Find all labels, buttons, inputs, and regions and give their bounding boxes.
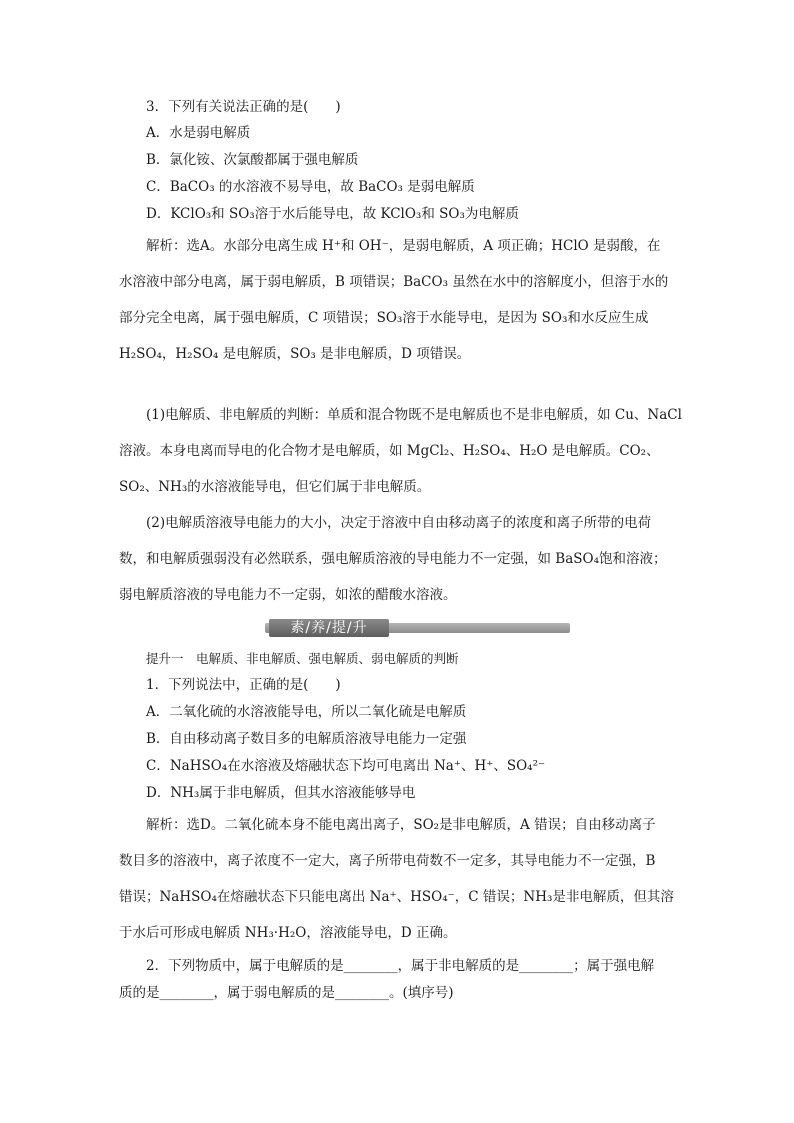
practice-question-2-line: 2．下列物质中，属于电解质的是________，属于非电解质的是________；属于强电解 bbox=[146, 958, 655, 974]
note-1-line: (1)电解质、非电解质的判断：单质和混合物既不是电解质也不是非电解质，如 Cu、NaCl bbox=[146, 407, 682, 423]
question-3-analysis-line: 解析：选A。水部分电离生成 H⁺和 OH⁻，是弱电解质，A 项正确；HClO 是弱酸，在 bbox=[146, 238, 661, 254]
question-3-option-c: C．BaCO₃ 的水溶液不易导电，故 BaCO₃ 是弱电解质 bbox=[146, 179, 475, 195]
question-3-stem: 3．下列有关说法正确的是( ) bbox=[146, 99, 341, 115]
note-2-line: 数，和电解质强弱没有必然联系，强电解质溶液的导电能力不一定强，如 BaSO₄饱和溶液； bbox=[119, 551, 667, 567]
practice-question-1-option-d: D．NH₃属于非电解质，但其水溶液能够导电 bbox=[146, 785, 416, 801]
practice-question-2-line: 质的是________，属于弱电解质的是________。(填序号) bbox=[119, 985, 454, 1001]
question-3-option-b: B．氯化铵、次氯酸都属于强电解质 bbox=[146, 152, 359, 168]
question-3-option-d: D．KClO₃和 SO₃溶于水后能导电，故 KClO₃和 SO₃为电解质 bbox=[146, 206, 519, 222]
note-2-line: 弱电解质溶液的导电能力不一定弱，如浓的醋酸水溶液。 bbox=[119, 587, 457, 603]
question-3-analysis-line: 水溶液中部分电离，属于弱电解质，B 项错误；BaCO₃ 虽然在水中的溶解度小，但溶于水的 bbox=[119, 274, 669, 290]
practice-question-1-analysis-line: 数目多的溶液中，离子浓度不一定大，离子所带电荷数不一定多，其导电能力不一定强，B bbox=[119, 853, 656, 869]
question-3-analysis-line: 部分完全电离，属于强电解质，C 项错误；SO₃溶于水能导电，是因为 SO₃和水反应生成 bbox=[119, 310, 649, 326]
question-3-analysis-line: H₂SO₄，H₂SO₄ 是电解质，SO₃ 是非电解质，D 项错误。 bbox=[119, 346, 471, 362]
practice-question-1-analysis-line: 于水后可形成电解质 NH₃·H₂O，溶液能导电，D 正确。 bbox=[119, 925, 457, 941]
practice-question-1-option-a: A．二氧化硫的水溶液能导电，所以二氧化硫是电解质 bbox=[146, 704, 467, 720]
section-banner bbox=[265, 619, 570, 637]
section-title: 提升一 电解质、非电解质、强电解质、弱电解质的判断 bbox=[146, 651, 459, 666]
note-1-line: 溶液。本身电离而导电的化合物才是电解质，如 MgCl₂、H₂SO₄、H₂O 是电解质。CO₂、 bbox=[119, 443, 660, 459]
practice-question-1-analysis-line: 解析：选D。二氧化硫本身不能电离出离子，SO₂是非电解质，A 错误；自由移动离子 bbox=[146, 817, 656, 833]
banner-label: 素/养/提/升 bbox=[269, 619, 389, 637]
practice-question-1-option-b: B．自由移动离子数目多的电解质溶液导电能力一定强 bbox=[146, 731, 467, 747]
practice-question-1-option-c: C．NaHSO₄在水溶液及熔融状态下均可电离出 Na⁺、H⁺、SO₄²⁻ bbox=[146, 758, 546, 774]
practice-question-1-analysis-line: 错误；NaHSO₄在熔融状态下只能电离出 Na⁺、HSO₄⁻，C 错误；NH₃是非电解质，但其溶 bbox=[119, 889, 674, 905]
note-2-line: (2)电解质溶液导电能力的大小，决定于溶液中自由移动离子的浓度和离子所带的电荷 bbox=[146, 515, 652, 531]
practice-question-1-stem: 1．下列说法中，正确的是( ) bbox=[146, 677, 341, 693]
note-1-line: SO₂、NH₃的水溶液能导电，但它们属于非电解质。 bbox=[119, 479, 431, 495]
question-3-option-a: A．水是弱电解质 bbox=[146, 125, 251, 141]
